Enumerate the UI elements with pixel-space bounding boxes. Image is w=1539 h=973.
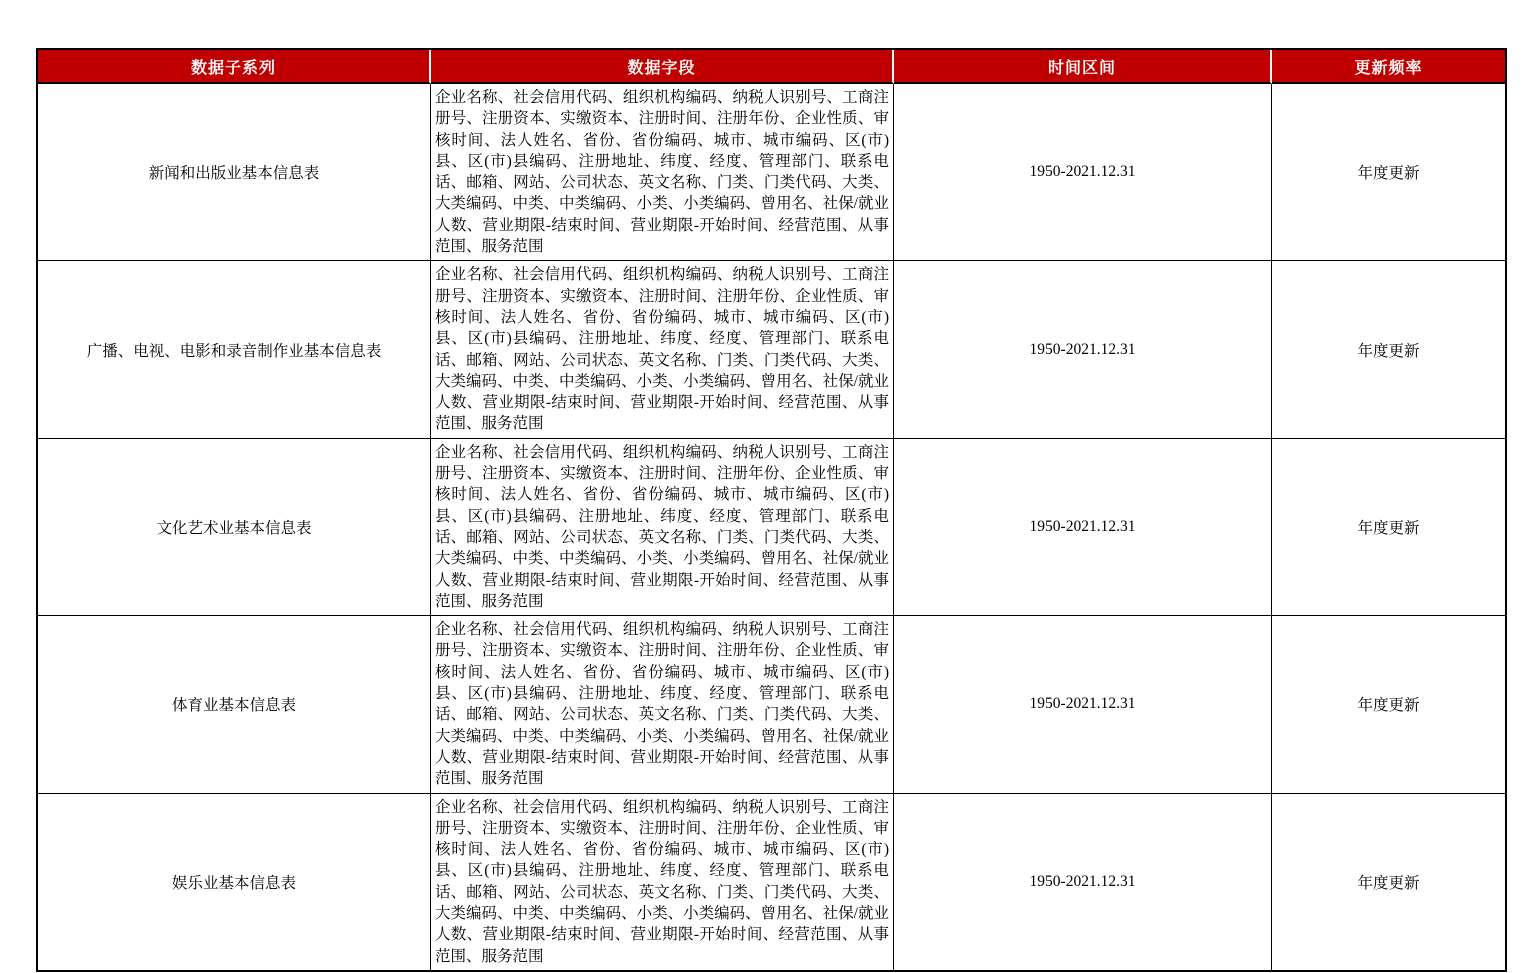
cell-series: 广播、电视、电影和录音制作业基本信息表 [38,261,431,438]
table-row [38,261,1505,438]
column-header-period: 时间区间 [894,50,1272,84]
cell-frequency: 年度更新 [1357,874,1420,892]
cell-fields: 企业名称、社会信用代码、组织机构编码、纳税人识别号、工商注册号、注册资本、实缴资本、注册时间、注册年份、企业性质、审核时间、法人姓名、省份、省份编码、城市、城市编码、区(市)县、区(市)县编码、注册地址、纬度、经度、管理部门、联系电话、邮箱、网站、公司状态、英文名称、门类、门类代码、大类、大类编码、中类、中类编码、小类、小类编码、曾用名、社保/就业人数、营业期限-结束时间、营业期限-开始时间、经营范围、从事范围、服务范围 [431,794,894,970]
cell-fields: 企业名称、社会信用代码、组织机构编码、纳税人识别号、工商注册号、注册资本、实缴资本、注册时间、注册年份、企业性质、审核时间、法人姓名、省份、省份编码、城市、城市编码、区(市)县、区(市)县编码、注册地址、纬度、经度、管理部门、联系电话、邮箱、网站、公司状态、英文名称、门类、门类代码、大类、大类编码、中类、中类编码、小类、小类编码、曾用名、社保/就业人数、营业期限-结束时间、营业期限-开始时间、经营范围、从事范围、服务范围 [431,439,894,616]
column-header-series: 数据子系列 [38,50,431,84]
cell-period: 1950-2021.12.31 [894,261,1272,438]
cell-period: 1950-2021.12.31 [894,439,1272,616]
cell-frequency: 年度更新 [1272,616,1505,793]
data-series-table [36,48,1507,972]
cell-fields: 企业名称、社会信用代码、组织机构编码、纳税人识别号、工商注册号、注册资本、实缴资本、注册时间、注册年份、企业性质、审核时间、法人姓名、省份、省份编码、城市、城市编码、区(市)县、区(市)县编码、注册地址、纬度、经度、管理部门、联系电话、邮箱、网站、公司状态、英文名称、门类、门类代码、大类、大类编码、中类、中类编码、小类、小类编码、曾用名、社保/就业人数、营业期限-结束时间、营业期限-开始时间、经营范围、从事范围、服务范围 [431,616,894,793]
cell-series: 娱乐业基本信息表 [38,794,431,970]
table-body [38,84,1505,970]
table-header-row [38,50,1505,84]
table-row [38,439,1505,616]
cell-series: 体育业基本信息表 [38,616,431,793]
cell-period: 1950-2021.12.31 [894,794,1272,970]
column-header-frequency: 更新频率 [1272,50,1505,84]
cell-fields: 企业名称、社会信用代码、组织机构编码、纳税人识别号、工商注册号、注册资本、实缴资本、注册时间、注册年份、企业性质、审核时间、法人姓名、省份、省份编码、城市、城市编码、区(市)县、区(市)县编码、注册地址、纬度、经度、管理部门、联系电话、邮箱、网站、公司状态、英文名称、门类、门类代码、大类、大类编码、中类、中类编码、小类、小类编码、曾用名、社保/就业人数、营业期限-结束时间、营业期限-开始时间、经营范围、从事范围、服务范围 [431,261,894,438]
column-header-fields: 数据字段 [431,50,894,84]
cell-period: 1950-2021.12.31 [894,616,1272,793]
cell-period: 1950-2021.12.31 [894,84,1272,261]
cell-series: 文化艺术业基本信息表 [38,439,431,616]
table-row [38,616,1505,793]
table-row [38,84,1505,261]
cell-frequency: 年度更新 [1272,84,1505,261]
cell-frequency: 年度更新 [1272,439,1505,616]
cell-fields: 企业名称、社会信用代码、组织机构编码、纳税人识别号、工商注册号、注册资本、实缴资本、注册时间、注册年份、企业性质、审核时间、法人姓名、省份、省份编码、城市、城市编码、区(市)县、区(市)县编码、注册地址、纬度、经度、管理部门、联系电话、邮箱、网站、公司状态、英文名称、门类、门类代码、大类、大类编码、中类、中类编码、小类、小类编码、曾用名、社保/就业人数、营业期限-结束时间、营业期限-开始时间、经营范围、从事范围、服务范围 [431,84,894,261]
cell-series: 新闻和出版业基本信息表 [38,84,431,261]
cell-frequency: 年度更新 [1272,261,1505,438]
table-row [38,794,1505,970]
